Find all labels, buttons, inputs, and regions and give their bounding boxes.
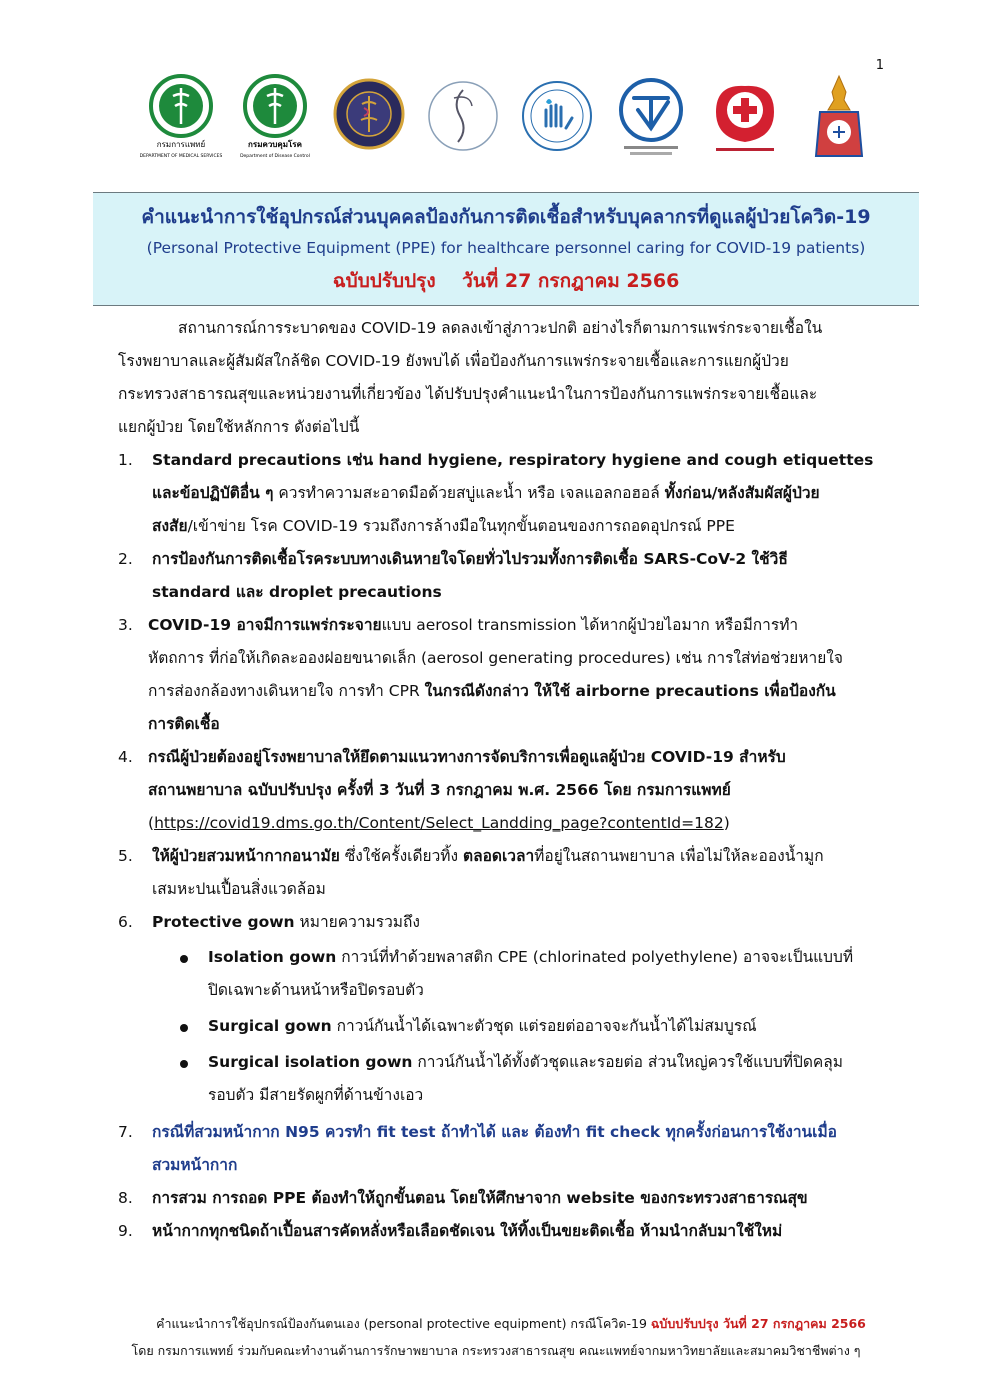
item-text: สถานพยาบาล ฉบับปรับปรุง ครั้งที่ 3 วันที่ 3 กรกฎาคม พ.ศ. 2566 โดย กรมการแพทย์ bbox=[148, 781, 731, 799]
item-text: ปิดเฉพาะด้านหน้าหรือปิดรอบตัว bbox=[208, 981, 424, 999]
item-text: กรณีที่สวมหน้ากาก N95 ควรทำ fit test ถ้าทำได้ และ ต้องทำ fit check ทุกครั้งก่อนการใช้งานเมื่อ bbox=[152, 1123, 837, 1141]
item-text: ควรทำความสะอาดมือด้วยสบู่และน้ำ หรือ เจลแอลกอฮอล์ bbox=[273, 484, 665, 502]
intro-paragraph bbox=[118, 312, 908, 444]
svg-text:กรมควบคุมโรค: กรมควบคุมโรค bbox=[248, 140, 302, 149]
royal-college-logo bbox=[798, 72, 880, 164]
item-text: Surgical isolation gown bbox=[208, 1053, 413, 1071]
list-item-8 bbox=[118, 1182, 908, 1215]
reference-link[interactable]: https://covid19.dms.go.th/Content/Select_Landding_page?contentId=182 bbox=[154, 814, 724, 832]
item-text: เสมหะปนเปื้อนสิ่งแวดล้อม bbox=[152, 880, 326, 898]
list-item-2 bbox=[118, 543, 908, 609]
item-text: ในกรณีดังกล่าว ให้ใช้ airborne precautions เพื่อป้องกัน bbox=[424, 682, 836, 700]
item-text: ซึ่งใช้ครั้งเดียวทิ้ง bbox=[339, 847, 464, 865]
item-text: และข้อปฏิบัติอื่น ๆ bbox=[152, 484, 274, 502]
item-number: 3. bbox=[118, 616, 133, 634]
document-subtitle: (Personal Protective Equipment (PPE) for healthcare personnel caring for COVID-19 patients) bbox=[146, 239, 866, 257]
footer-text: คำแนะนำการใช้อุปกรณ์ป้องกันตนเอง (personal protective equipment) กรณีโควิด-19 bbox=[156, 1316, 651, 1331]
svg-text:Department of Disease Control: Department of Disease Control bbox=[240, 154, 310, 159]
item-text: หัตถการ ที่ก่อให้เกิดละอองฝอยขนาดเล็ก (aerosol generating procedures) เช่น การใส่ท่อช่วยหายใจ bbox=[148, 649, 843, 667]
bullet-icon bbox=[180, 1060, 188, 1068]
department-of-medical-services-logo bbox=[140, 72, 222, 164]
item-number: 8. bbox=[118, 1189, 133, 1207]
item-text: การส่องกล้องทางเดินหายใจ การทำ CPR bbox=[148, 682, 425, 700]
infection-control-society-logo bbox=[422, 72, 504, 164]
list-item-7 bbox=[118, 1116, 908, 1182]
nursing-council-logo bbox=[610, 72, 692, 164]
item-text: กาวน์ที่ทำด้วยพลาสติก CPE (chlorinated polyethylene) อาจจะเป็นแบบที่ bbox=[336, 948, 854, 966]
svg-text:DEPARTMENT OF MEDICAL SERVICES: DEPARTMENT OF MEDICAL SERVICES bbox=[140, 154, 222, 159]
item-text: /เข้าข่าย โรค COVID-19 รวมถึงการล้างมือในทุกขั้นตอนของการถอดอุปกรณ์ PPE bbox=[187, 517, 735, 535]
svg-text:กรมการแพทย์: กรมการแพทย์ bbox=[156, 140, 206, 149]
sub-item-surgical-isolation-gown bbox=[118, 1046, 908, 1112]
item-number: 4. bbox=[118, 748, 133, 766]
item-number: 7. bbox=[118, 1123, 133, 1141]
footer-revision: ฉบับปรับปรุง วันที่ 27 กรกฎาคม 2566 bbox=[650, 1316, 866, 1331]
document-body bbox=[118, 312, 908, 1248]
item-text: ) bbox=[723, 814, 730, 832]
footer-credits: โดย กรมการแพทย์ ร่วมกับคณะทำงานด้านการรักษาพยาบาล กระทรวงสาธารณสุข คณะแพทย์จากมหาวิทยาลัยและสมาคมวิชาชีพต่าง ๆ bbox=[131, 1343, 861, 1358]
item-text: Standard precautions เช่น hand hygiene, respiratory hygiene and cough etiquettes bbox=[152, 451, 874, 469]
item-number: 5. bbox=[118, 847, 133, 865]
item-number: 1. bbox=[118, 451, 133, 469]
department-of-disease-control-logo bbox=[234, 72, 316, 164]
item-text: การป้องกันการติดเชื้อโรคระบบทางเดินหายใจโดยทั่วไปรวมทั้งการติดเชื้อ SARS-CoV-2 ใช้วิธี bbox=[152, 550, 788, 568]
item-number: 6. bbox=[118, 913, 133, 931]
item-text: สวมหน้ากาก bbox=[152, 1156, 238, 1174]
item-text: standard และ droplet precautions bbox=[152, 583, 442, 601]
page-number: 1 bbox=[875, 58, 884, 73]
item-text: ตลอดเวลา bbox=[463, 847, 535, 865]
item-text: COVID-19 อาจมีการแพร่กระจาย bbox=[148, 616, 382, 634]
item-text: หมายความรวมถึง bbox=[294, 913, 420, 931]
item-text: Protective gown bbox=[152, 913, 295, 931]
list-item-4 bbox=[118, 741, 908, 840]
sub-item-surgical-gown bbox=[118, 1010, 908, 1043]
sub-item-isolation-gown bbox=[118, 941, 908, 1007]
intro-line: สถานการณ์การระบาดของ COVID-19 ลดลงเข้าสู่ภาวะปกติ อย่างไรก็ตามการแพร่กระจายเชื้อใน bbox=[178, 319, 823, 337]
item-text: สงสัย bbox=[152, 517, 188, 535]
item-number: 2. bbox=[118, 550, 133, 568]
item-text: รอบตัว มีสายรัดผูกที่ด้านข้างเอว bbox=[208, 1086, 424, 1104]
item-text: ที่อยู่ในสถานพยาบาล เพื่อไม่ให้ละอองน้ำมูก bbox=[534, 847, 824, 865]
list-item-9 bbox=[118, 1215, 908, 1248]
red-cross-hospital-logo bbox=[704, 72, 786, 164]
logo-strip bbox=[140, 72, 880, 167]
page-footer bbox=[0, 1310, 992, 1364]
list-item-3 bbox=[118, 609, 908, 741]
title-box bbox=[93, 192, 919, 306]
list-item-1 bbox=[118, 444, 908, 543]
item-text: กรณีผู้ป่วยต้องอยู่โรงพยาบาลให้ยึดตามแนวทางการจัดบริการเพื่อดูแลผู้ป่วย COVID-19 สำหรับ bbox=[148, 748, 786, 766]
item-text: Isolation gown bbox=[208, 948, 337, 966]
item-text: การติดเชื้อ bbox=[148, 715, 220, 733]
item-text: ( bbox=[148, 814, 155, 832]
intro-line: กระทรวงสาธารณสุขและหน่วยงานที่เกี่ยวข้อง ได้ปรับปรุงคำแนะนำในการป้องกันการแพร่กระจายเชื้อและ bbox=[118, 385, 818, 403]
item-text: ให้ผู้ป่วยสวมหน้ากากอนามัย bbox=[152, 847, 340, 865]
item-text: Surgical gown bbox=[208, 1017, 332, 1035]
bullet-icon bbox=[180, 955, 188, 963]
revision-date: ฉบับปรับปรุง วันที่ 27 กรกฎาคม 2566 bbox=[332, 270, 680, 292]
intro-line: โรงพยาบาลและผู้สัมผัสใกล้ชิด COVID-19 ยังพบได้ เพื่อป้องกันการแพร่กระจายเชื้อและการแยกผู้ป่วย bbox=[118, 352, 789, 370]
hand-hygiene-society-logo bbox=[516, 72, 598, 164]
item-text: กาวน์กันน้ำได้เฉพาะตัวชุด แต่รอยต่ออาจจะกันน้ำได้ไม่สมบูรณ์ bbox=[331, 1017, 757, 1035]
list-item-5 bbox=[118, 840, 908, 906]
list-item-6 bbox=[118, 906, 908, 939]
item-number: 9. bbox=[118, 1222, 133, 1240]
document-title: คำแนะนำการใช้อุปกรณ์ส่วนบุคคลป้องกันการติดเชื้อสำหรับบุคลากรที่ดูแลผู้ป่วยโควิด-19 bbox=[141, 206, 871, 228]
intro-line: แยกผู้ป่วย โดยใช้หลักการ ดังต่อไปนี้ bbox=[118, 418, 360, 436]
medical-association-logo bbox=[328, 72, 410, 164]
item-text: หน้ากากทุกชนิดถ้าเปื้อนสารคัดหลั่งหรือเลือดชัดเจน ให้ทิ้งเป็นขยะติดเชื้อ ห้ามนำกลับมาใช้ใหม่ bbox=[152, 1222, 783, 1240]
item-text: การสวม การถอด PPE ต้องทำให้ถูกขั้นตอน โดยให้ศึกษาจาก website ของกระทรวงสาธารณสุข bbox=[152, 1189, 808, 1207]
item-text: ทั้งก่อน/หลังสัมผัสผู้ป่วย bbox=[664, 484, 820, 502]
item-text: แบบ aerosol transmission ได้หากผู้ป่วยไอมาก หรือมีการทำ bbox=[381, 616, 799, 634]
item-text: กาวน์กันน้ำได้ทั้งตัวชุดและรอยต่อ ส่วนใหญ่ควรใช้แบบที่ปิดคลุม bbox=[412, 1053, 844, 1071]
bullet-icon bbox=[180, 1024, 188, 1032]
